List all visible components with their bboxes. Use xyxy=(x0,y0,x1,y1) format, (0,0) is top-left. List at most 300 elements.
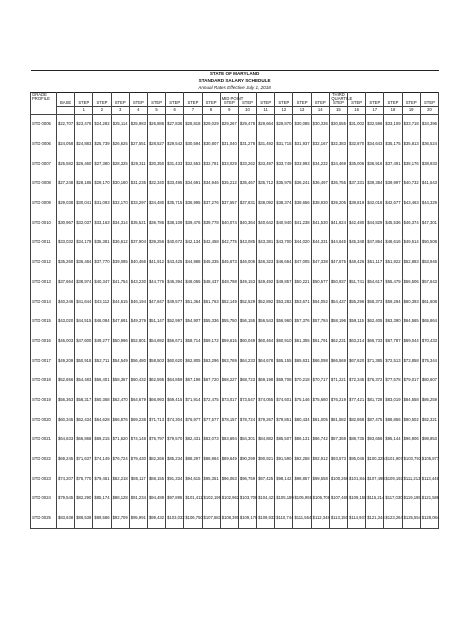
salary-cell: $103,708 xyxy=(238,489,256,509)
salary-cell: $36,484 xyxy=(75,252,93,272)
salary-cell: $66,876 xyxy=(111,410,129,430)
salary-cell: $37,557 xyxy=(220,193,238,213)
salary-cell: $81,728 xyxy=(366,390,384,410)
salary-cell: $46,394 xyxy=(166,272,184,292)
salary-cell: $35,467 xyxy=(238,174,256,194)
salary-cell: $91,234 xyxy=(129,489,147,509)
salary-cell: $79,267 xyxy=(257,410,275,430)
salary-cell: $29,664 xyxy=(257,114,275,134)
salary-cell: $53,282 xyxy=(275,292,293,312)
salary-cell: $49,492 xyxy=(257,272,275,292)
salary-cell: $91,590 xyxy=(275,449,293,469)
step-header: STEP xyxy=(366,93,384,107)
salary-cell: $36,524 xyxy=(420,134,438,154)
salary-cell: $46,194 xyxy=(129,292,147,312)
grade-cell: STD 0007 xyxy=(31,154,57,174)
salary-cell: $84,301 xyxy=(238,430,256,450)
salary-cell: $27,380 xyxy=(93,154,111,174)
salary-cell: $94,489 xyxy=(147,489,165,509)
salary-cell: $32,596 xyxy=(366,114,384,134)
salary-cell: $46,374 xyxy=(402,213,420,233)
salary-cell: $64,233 xyxy=(238,351,256,371)
salary-cell: $54,437 xyxy=(329,292,347,312)
salary-cell: $45,348 xyxy=(348,233,366,253)
salary-cell: $42,480 xyxy=(348,213,366,233)
salary-cell: $48,426 xyxy=(348,252,366,272)
salary-cell: $98,853 xyxy=(420,430,438,450)
salary-cell: $35,260 xyxy=(57,252,75,272)
salary-cell: $66,733 xyxy=(366,331,384,351)
salary-cell: $32,553 xyxy=(184,154,202,174)
salary-cell: $58,503 xyxy=(147,351,165,371)
salary-cell: $35,212 xyxy=(220,174,238,194)
salary-cell: $79,545 xyxy=(57,489,75,509)
salary-cell: $88,856 xyxy=(384,410,402,430)
step-header: STEP xyxy=(293,93,311,107)
salary-cell: $38,930 xyxy=(311,193,329,213)
salary-cell: $36,241 xyxy=(293,174,311,194)
salary-cell: $69,708 xyxy=(275,371,293,391)
base-header: BASE xyxy=(57,93,75,107)
salary-cell: $24,282 xyxy=(93,114,111,134)
grade-cell: STD 0023 xyxy=(31,469,57,489)
salary-cell: $41,238 xyxy=(293,213,311,233)
salary-cell: $30,350 xyxy=(147,154,165,174)
salary-cell: $43,112 xyxy=(93,292,111,312)
grade-cell: STD 0013 xyxy=(31,272,57,292)
salary-cell: $39,085 xyxy=(111,252,129,272)
salary-cell: $109,178 xyxy=(238,508,256,528)
salary-row xyxy=(31,351,439,371)
step-header: STEP xyxy=(93,93,111,107)
salary-row xyxy=(31,134,439,154)
step-number: 10 xyxy=(238,106,256,114)
salary-cell: $32,781 xyxy=(202,154,220,174)
salary-cell: $54,549 xyxy=(111,351,129,371)
salary-row xyxy=(31,233,439,253)
step-number: 12 xyxy=(275,106,293,114)
salary-cell: $57,643 xyxy=(420,272,438,292)
salary-cell: $47,864 xyxy=(366,233,384,253)
salary-cell: $48,616 xyxy=(384,233,402,253)
salary-cell: $100,325 xyxy=(366,449,384,469)
salary-cell: $67,620 xyxy=(348,351,366,371)
salary-cell: $45,536 xyxy=(384,213,402,233)
salary-cell: $36,786 xyxy=(147,213,165,233)
salary-cell: $86,259 xyxy=(420,390,438,410)
salary-cell: $105,189 xyxy=(275,489,293,509)
salary-cell: $40,642 xyxy=(257,213,275,233)
salary-cell: $74,601 xyxy=(275,390,293,410)
salary-cell: $47,691 xyxy=(111,311,129,331)
salary-cell: $113,150 xyxy=(329,508,347,528)
salary-cell: $33,495 xyxy=(166,174,184,194)
salary-cell: $22,707 xyxy=(57,114,75,134)
salary-cell: $85,117 xyxy=(129,469,147,489)
salary-cell: $52,656 xyxy=(57,371,75,391)
salary-cell: $33,497 xyxy=(257,154,275,174)
salary-cell: $76,977 xyxy=(184,410,202,430)
salary-cell: $36,995 xyxy=(184,193,202,213)
salary-cell: $29,029 xyxy=(202,114,220,134)
salary-cell: $51,763 xyxy=(202,292,220,312)
salary-cell: $42,775 xyxy=(220,233,238,253)
salary-cell: $79,017 xyxy=(402,371,420,391)
salary-cell: $76,372 xyxy=(366,371,384,391)
salary-cell: $99,558 xyxy=(311,469,329,489)
salary-cell: $76,724 xyxy=(111,449,129,469)
salary-cell: $62,405 xyxy=(366,311,384,331)
salary-cell: $34,643 xyxy=(366,134,384,154)
salary-cell: $93,666 xyxy=(366,430,384,450)
salary-cell: $34,691 xyxy=(184,174,202,194)
salary-cell: $53,946 xyxy=(420,252,438,272)
salary-cell: $43,381 xyxy=(257,233,275,253)
step-number: 16 xyxy=(348,106,366,114)
salary-row xyxy=(31,213,439,233)
salary-cell: $107,498 xyxy=(366,469,384,489)
salary-cell: $33,718 xyxy=(402,114,420,134)
salary-cell: $39,256 xyxy=(147,233,165,253)
salary-cell: $69,415 xyxy=(166,390,184,410)
salary-cell: $31,235 xyxy=(129,174,147,194)
salary-cell: $62,805 xyxy=(184,351,202,371)
salary-cell: $60,049 xyxy=(238,331,256,351)
salary-cell: $54,692 xyxy=(147,331,165,351)
salary-cell: $107,583 xyxy=(202,508,220,528)
salary-cell: $28,325 xyxy=(111,154,129,174)
salary-cell: $56,401 xyxy=(93,371,111,391)
salary-cell: $40,732 xyxy=(402,174,420,194)
step-number: 20 xyxy=(420,106,438,114)
salary-cell: $64,679 xyxy=(129,390,147,410)
salary-cell: $53,671 xyxy=(293,292,311,312)
salary-cell: $23,476 xyxy=(75,114,93,134)
salary-cell: $94,615 xyxy=(184,469,202,489)
salary-cell: $37,491 xyxy=(384,154,402,174)
salary-cell: $33,109 xyxy=(384,114,402,134)
salary-cell: $59,294 xyxy=(384,292,402,312)
salary-cell: $96,759 xyxy=(238,469,256,489)
salary-cell: $47,005 xyxy=(293,252,311,272)
salary-row xyxy=(31,272,439,292)
salary-cell: $81,582 xyxy=(329,410,347,430)
salary-cell: $34,232 xyxy=(311,154,329,174)
salary-cell: $82,290 xyxy=(75,489,93,509)
step-header: STEP xyxy=(238,93,256,107)
salary-cell: $32,340 xyxy=(147,174,165,194)
salary-cell: $83,073 xyxy=(202,430,220,450)
salary-cell: $40,246 xyxy=(57,292,75,312)
salary-cell: $26,886 xyxy=(147,114,165,134)
salary-cell: $34,314 xyxy=(111,213,129,233)
salary-cell: $111,213 xyxy=(402,469,420,489)
salary-cell: $40,466 xyxy=(129,252,147,272)
salary-cell: $52,892 xyxy=(257,292,275,312)
salary-cell: $31,278 xyxy=(238,134,256,154)
salary-cell: $29,478 xyxy=(238,114,256,134)
salary-cell: $49,514 xyxy=(402,233,420,253)
salary-cell: $55,296 xyxy=(348,292,366,312)
step-number: 14 xyxy=(311,106,329,114)
salary-cell: $92,321 xyxy=(420,410,438,430)
salary-cell: $37,770 xyxy=(93,252,111,272)
salary-cell: $56,363 xyxy=(57,390,75,410)
salary-cell: $88,984 xyxy=(202,449,220,469)
salary-cell: $37,904 xyxy=(129,233,147,253)
grade-cell: STD 0012 xyxy=(31,252,57,272)
salary-cell: $96,906 xyxy=(402,430,420,450)
salary-row xyxy=(31,449,439,469)
salary-cell: $60,620 xyxy=(166,351,184,371)
salary-cell: $50,508 xyxy=(420,233,438,253)
salary-cell: $54,052 xyxy=(311,292,329,312)
third-quartile-header xyxy=(329,92,353,107)
salary-cell: $56,671 xyxy=(166,331,184,351)
salary-cell: $49,209 xyxy=(57,351,75,371)
salary-cell: $47,847 xyxy=(147,292,165,312)
salary-cell: $58,367 xyxy=(111,371,129,391)
salary-row xyxy=(31,174,439,194)
salary-cell: $62,231 xyxy=(329,331,347,351)
salary-row xyxy=(31,469,439,489)
base-number-cell xyxy=(57,106,75,114)
salary-cell: $39,778 xyxy=(202,213,220,233)
salary-cell: $44,329 xyxy=(420,193,438,213)
salary-cell: $125,554 xyxy=(402,508,420,528)
salary-cell: $55,336 xyxy=(202,311,220,331)
salary-cell: $121,588 xyxy=(420,489,438,509)
salary-cell: $75,680 xyxy=(311,390,329,410)
salary-cell: $37,664 xyxy=(57,272,75,292)
salary-cell: $68,227 xyxy=(220,371,238,391)
salary-cell: $29,311 xyxy=(129,154,147,174)
salary-cell: $43,425 xyxy=(166,252,184,272)
salary-cell: $58,196 xyxy=(329,311,347,331)
salary-cell: $44,020 xyxy=(293,233,311,253)
salary-cell: $28,527 xyxy=(147,134,165,154)
salary-cell: $42,458 xyxy=(202,233,220,253)
salary-cell: $69,245 xyxy=(57,449,75,469)
salary-cell: $26,625 xyxy=(111,134,129,154)
salary-cell: $31,492 xyxy=(257,134,275,154)
salary-cell: $83,638 xyxy=(57,508,75,528)
salary-cell: $82,266 xyxy=(147,449,165,469)
salary-cell: $42,018 xyxy=(366,193,384,213)
salary-cell: $71,385 xyxy=(366,351,384,371)
salary-cell: $35,978 xyxy=(275,174,293,194)
salary-cell: $31,040 xyxy=(220,134,238,154)
salary-cell: $89,586 xyxy=(93,508,111,528)
salary-cell: $106,750 xyxy=(184,508,202,528)
grade-cell: STD 0011 xyxy=(31,233,57,253)
salary-cell: $35,175 xyxy=(384,134,402,154)
salary-cell: $37,276 xyxy=(202,193,220,213)
grade-cell: STD 0008 xyxy=(31,174,57,194)
salary-cell: $42,677 xyxy=(384,193,402,213)
salary-cell: $25,582 xyxy=(57,154,75,174)
salary-cell: $66,098 xyxy=(311,351,329,371)
salary-cell: $44,829 xyxy=(366,213,384,233)
salary-cell: $110,744 xyxy=(275,508,293,528)
salary-cell: $51,117 xyxy=(366,252,384,272)
salary-cell: $46,003 xyxy=(57,331,75,351)
salary-cell: $88,128 xyxy=(111,489,129,509)
salary-cell: $33,297 xyxy=(129,193,147,213)
salary-cell: $63,296 xyxy=(202,351,220,371)
step-label: STEP xyxy=(223,100,235,106)
salary-cell: $38,974 xyxy=(75,272,93,292)
salary-cell: $57,376 xyxy=(293,311,311,331)
salary-row xyxy=(31,371,439,391)
grade-cell: STD 0014 xyxy=(31,292,57,312)
salary-cell: $80,434 xyxy=(293,410,311,430)
salary-cell: $58,317 xyxy=(75,390,93,410)
salary-cell: $88,155 xyxy=(147,469,165,489)
salary-cell: $25,739 xyxy=(93,134,111,154)
salary-cell: $79,570 xyxy=(166,430,184,450)
salary-cell: $74,207 xyxy=(57,469,75,489)
step-header: STEP xyxy=(111,93,129,107)
salary-cell: $79,430 xyxy=(129,449,147,469)
salary-row xyxy=(31,489,439,509)
salary-cell: $82,431 xyxy=(184,430,202,450)
grade-cell: STD 0018 xyxy=(31,371,57,391)
salary-cell: $95,046 xyxy=(348,449,366,469)
salary-cell: $31,002 xyxy=(348,114,366,134)
salary-cell: $33,032 xyxy=(57,233,75,253)
salary-cell: $35,521 xyxy=(129,213,147,233)
salary-cell: $46,084 xyxy=(93,311,111,331)
salary-cell: $62,434 xyxy=(75,410,93,430)
salary-cell: $128,084 xyxy=(420,508,438,528)
salary-cell: $47,675 xyxy=(329,252,347,272)
salary-cell: $41,912 xyxy=(147,252,165,272)
salary-cell: $38,092 xyxy=(257,193,275,213)
salary-cell: $66,868 xyxy=(75,430,93,450)
grade-cell: STD 0015 xyxy=(31,311,57,331)
salary-cell: $51,147 xyxy=(147,311,165,331)
salary-cell: $56,506 xyxy=(402,272,420,292)
salary-cell: $48,798 xyxy=(220,272,238,292)
salary-cell: $72,475 xyxy=(202,390,220,410)
step-number: 4 xyxy=(129,106,147,114)
salary-cell: $66,993 xyxy=(147,390,165,410)
step-header: STEP xyxy=(257,93,275,107)
salary-cell: $44,615 xyxy=(111,292,129,312)
salary-cell: $109,932 xyxy=(257,508,275,528)
salary-cell: $98,857 xyxy=(293,469,311,489)
salary-cell: $59,172 xyxy=(202,331,220,351)
salary-row xyxy=(31,430,439,450)
step-number: 18 xyxy=(384,106,402,114)
salary-cell: $44,331 xyxy=(311,233,329,253)
salary-cell: $39,205 xyxy=(329,193,347,213)
salary-cell: $37,831 xyxy=(238,193,256,213)
salary-cell: $36,612 xyxy=(111,233,129,253)
salary-cell: $39,384 xyxy=(366,174,384,194)
salary-cell: $74,148 xyxy=(129,430,147,450)
salary-cell: $32,870 xyxy=(348,134,366,154)
salary-cell: $34,396 xyxy=(420,114,438,134)
salary-cell: $100,266 xyxy=(329,469,347,489)
salary-cell: $90,921 xyxy=(257,449,275,469)
salary-cell: $39,476 xyxy=(184,213,202,233)
salary-cell: $26,460 xyxy=(75,154,93,174)
salary-cell: $64,633 xyxy=(57,430,75,450)
salary-cell: $76,219 xyxy=(329,390,347,410)
grade-cell: STD 0016 xyxy=(31,331,57,351)
salary-cell: $64,565 xyxy=(402,311,420,331)
salary-cell: $35,006 xyxy=(348,154,366,174)
salary-cell: $48,065 xyxy=(184,272,202,292)
salary-cell: $38,656 xyxy=(293,193,311,213)
salary-cell: $104,421 xyxy=(257,489,275,509)
salary-cell: $33,163 xyxy=(93,213,111,233)
salary-cell: $29,870 xyxy=(275,114,293,134)
salary-cell: $56,155 xyxy=(238,311,256,331)
salary-cell: $41,824 xyxy=(329,213,347,233)
salary-cell: $43,700 xyxy=(275,233,293,253)
salary-cell: $35,381 xyxy=(93,233,111,253)
salary-cell: $46,323 xyxy=(257,252,275,272)
salary-cell: $80,607 xyxy=(420,371,438,391)
salary-cell: $79,461 xyxy=(93,469,111,489)
salary-cell: $79,851 xyxy=(275,410,293,430)
salary-cell: $60,910 xyxy=(275,331,293,351)
salary-cell: $56,543 xyxy=(257,311,275,331)
salary-cell: $82,868 xyxy=(348,410,366,430)
profile-label: PROFILE xyxy=(32,96,50,102)
salary-cell: $41,644 xyxy=(75,292,93,312)
salary-cell: $60,393 xyxy=(402,292,420,312)
salary-cell: $114,937 xyxy=(348,508,366,528)
salary-cell: $44,515 xyxy=(75,311,93,331)
salary-cell: $62,595 xyxy=(147,371,165,391)
salary-cell: $28,185 xyxy=(75,174,93,194)
grade-cell: STD 0024 xyxy=(31,489,57,509)
salary-cell: $121,344 xyxy=(366,508,384,528)
salary-cell: $63,390 xyxy=(384,311,402,331)
salary-cell: $54,617 xyxy=(366,272,384,292)
salary-cell: $32,170 xyxy=(111,193,129,213)
salary-cell: $71,221 xyxy=(329,371,347,391)
salary-cell: $64,628 xyxy=(93,410,111,430)
salary-row xyxy=(31,154,439,174)
salary-row xyxy=(31,193,439,213)
salary-cell: $27,836 xyxy=(166,114,184,134)
salary-cell: $38,109 xyxy=(166,213,184,233)
salary-cell: $52,711 xyxy=(93,351,111,371)
salary-cell: $77,577 xyxy=(202,410,220,430)
salary-cell: $31,433 xyxy=(166,154,184,174)
salary-cell: $29,038 xyxy=(57,193,75,213)
salary-cell: $39,997 xyxy=(384,174,402,194)
salary-cell: $107,465 xyxy=(329,489,347,509)
salary-cell: $57,784 xyxy=(311,311,329,331)
salary-cell: $51,364 xyxy=(184,292,202,312)
salary-cell: $43,085 xyxy=(238,233,256,253)
salary-row xyxy=(31,508,439,528)
grade-profile-header xyxy=(31,93,57,115)
salary-cell: $24,058 xyxy=(57,134,75,154)
salary-cell: $56,480 xyxy=(129,351,147,371)
salary-cell: $86,538 xyxy=(75,508,93,528)
salary-cell: $90,502 xyxy=(402,410,420,430)
salary-cell: $75,344 xyxy=(420,351,438,371)
salary-cell: $102,962 xyxy=(220,489,238,509)
salary-row xyxy=(31,311,439,331)
